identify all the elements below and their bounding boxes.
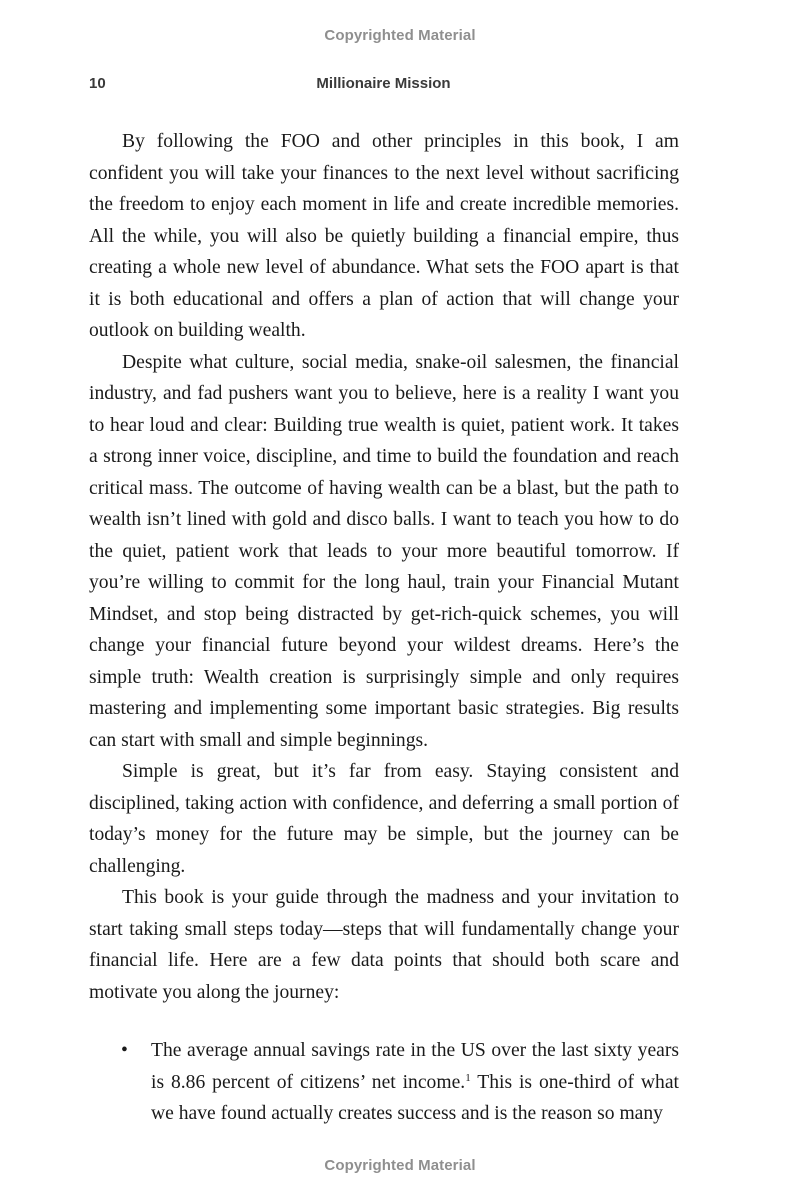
copyright-watermark-bottom: Copyrighted Material — [324, 1157, 476, 1174]
footnote-marker[interactable]: 1 — [465, 1071, 471, 1084]
data-points-list — [89, 1035, 679, 1130]
list-item — [89, 1035, 679, 1130]
body-text — [89, 126, 679, 1130]
paragraph-4: This book is your guide through the madness and your invitation to start taking small steps today—steps that will fundamentally change your financial life. Here are a few data points that should both scare and motivate you along the journey: — [89, 887, 679, 1003]
list-item-text: The average annual savings rate in the US over the last sixty years is 8.86 percent of citizens’ net income. — [151, 1040, 679, 1093]
bullet-marker: • — [121, 1040, 128, 1061]
copyright-watermark-top: Copyrighted Material — [324, 27, 476, 44]
paragraph-2: Despite what culture, social media, snake-oil salesmen, the financial industry, and fad pushers want you to believe, here is a reality I want you to hear loud and clear: Building true wealth is quiet, patient work. It takes a strong inner voice, discipline, and time to build the foundation and reach critical mass. The outcome of having wealth can be a blast, but the path to wealth isn’t lined with gold and disco balls. I want to teach you how to do the quiet, patient work that leads to your more beautiful tomorrow. If you’re willing to commit for the long haul, train your Financial Mutant Mindset, and stop being distracted by get-rich-quick schemes, you will change your financial future beyond your wildest dreams. Here’s the simple truth: Wealth creation is surprisingly simple and only requires mastering and implementing some important basic strategies. Big results can start with small and simple beginnings. — [89, 351, 679, 751]
running-title: Millionaire Mission — [316, 75, 451, 92]
page-number: 10 — [89, 75, 106, 92]
paragraph-3: Simple is great, but it’s far from easy. Staying consistent and disciplined, taking action with confidence, and deferring a small portion of today’s money for the future may be simple, but the journey can be challenging. — [89, 761, 679, 877]
paragraph-1: By following the FOO and other principles in this book, I am confident you will take your finances to the next level without sacrificing the freedom to enjoy each moment in life and create incredible memories. All the while, you will also be quietly building a financial empire, thus creating a whole new level of abundance. What sets the FOO apart is that it is both educational and offers a plan of action that will change your outlook on building wealth. — [89, 131, 679, 341]
list-item-text-continued: This is one-third of what we have found actually creates success and is the reason so many — [151, 1071, 679, 1124]
